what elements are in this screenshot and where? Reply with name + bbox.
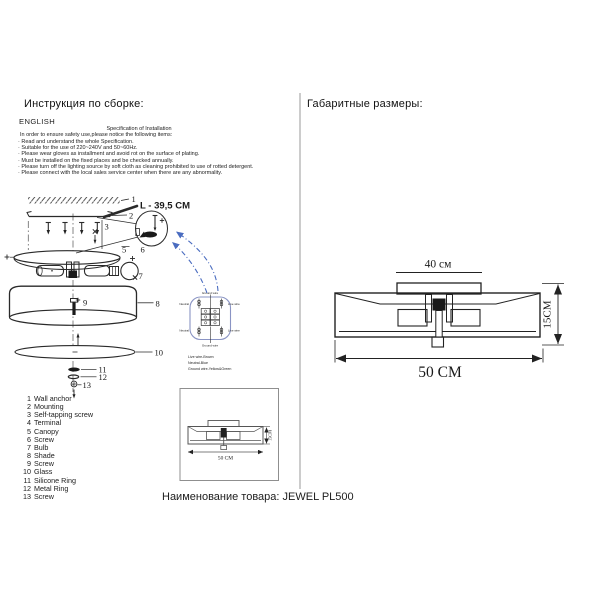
- dimensions-section-title: Габаритные размеры:: [307, 98, 423, 110]
- parts-list-item: 8 Shade: [27, 451, 55, 461]
- callout-13: 13: [82, 380, 91, 390]
- metal-ring: [68, 375, 78, 379]
- spec-item: · Suitable for the use of 220~240V and 50~60Hz.: [18, 145, 270, 151]
- spec-item: · Please turn off the lighting source by soft cloth as cleaning prohibited to use of rotted detergent.: [18, 164, 270, 170]
- parts-list-item: 7 Bulb: [27, 442, 49, 452]
- parts-list-item: 10 Glass: [23, 467, 53, 477]
- inset-width-label: 50 CM: [217, 455, 234, 462]
- assembly-section-title: Инструкция по сборке:: [24, 98, 144, 110]
- terminal-detail-circle: [136, 211, 168, 246]
- parts-list-item: 12 Metal Ring: [23, 483, 69, 493]
- wire-legend-live: Live wire-Brown: [188, 354, 214, 359]
- guide-arrow: [172, 242, 207, 293]
- spec-item: · Must be installed on the fixed places and be checked annually.: [18, 158, 270, 164]
- guide-arrows: [172, 232, 218, 294]
- parts-list-item: 4 Terminal: [27, 418, 62, 428]
- callout-1: 1: [131, 194, 136, 204]
- live-bottom-label: Live wire: [228, 328, 240, 333]
- parts-list-item: 6 Screw: [27, 434, 54, 444]
- inset-frame: [180, 389, 279, 481]
- bottom-width-dimension: 50 CM: [418, 364, 462, 381]
- language-label: ENGLISH: [19, 117, 56, 126]
- suspension-length-label: L - 39,5 CM: [140, 200, 190, 212]
- spec-title: Specification of Installation: [106, 126, 172, 132]
- wiring-diagram: [179, 291, 240, 371]
- top-width-dimension: 40 см: [424, 258, 452, 271]
- ground-wire-top-label: Ground wire: [201, 291, 219, 295]
- shade: [10, 286, 154, 325]
- wire-legend-ground: Ground wire-Yellow&Green: [188, 367, 232, 371]
- shade-screw: [71, 298, 81, 315]
- callout-6: 6: [140, 244, 145, 255]
- callout-9: 9: [83, 297, 88, 308]
- ground-wire-bottom-label: Ground wire: [201, 343, 219, 348]
- callout-3: 3: [104, 221, 109, 232]
- live-top-label: Live wire: [228, 302, 240, 306]
- inset-height-label: 15CM: [267, 430, 273, 441]
- parts-list-item: 9 Screw: [27, 459, 54, 469]
- spec-item: · Please connect with the local sales service center when there are any abnormality.: [18, 170, 270, 176]
- callout-12: 12: [98, 372, 107, 382]
- assembly-diagram: [5, 194, 191, 399]
- glass-diffuser: [15, 346, 153, 359]
- parts-list-item: 5 Canopy: [27, 426, 59, 436]
- product-name-label: Наименование товара: JEWEL PL500: [162, 491, 354, 503]
- spec-item: · Please wear gloves as installment and avoid rot on the surface of plating.: [18, 151, 270, 157]
- neutral-bottom-label: Neutral: [179, 328, 189, 333]
- insert-direction-arrow: [77, 333, 80, 346]
- callout-10: 10: [154, 347, 163, 358]
- parts-list-item: 1 Wall anchor: [27, 394, 72, 403]
- height-dimension: 15CM: [541, 300, 554, 329]
- callout-11: 11: [98, 364, 107, 375]
- callout-5: 5: [122, 244, 127, 255]
- callout-8: 8: [155, 298, 160, 309]
- spec-item: · Read and understand the whole Specification.: [18, 139, 270, 145]
- wire-legend-neutral: Neutral-Blue: [188, 360, 208, 365]
- spec-intro: In order to ensure safety use,please notice the following items:: [20, 132, 173, 139]
- parts-list-item: 2 Mounting: [27, 402, 64, 412]
- ceiling-hatch: [28, 197, 120, 204]
- neutral-top-label: Neutral: [179, 302, 189, 306]
- parts-list-item: 13 Screw: [23, 491, 54, 501]
- inset-dimension-drawing: [180, 389, 279, 481]
- callout-7: 7: [138, 271, 143, 281]
- callout-2: 2: [129, 210, 134, 221]
- silicone-ring: [68, 368, 80, 372]
- parts-list-item: 11 Silicone Ring: [23, 475, 76, 485]
- parts-list-item: 3 Self-tapping screw: [27, 410, 94, 420]
- overall-dimension-drawing: [335, 259, 564, 382]
- guide-arrow: [176, 232, 218, 292]
